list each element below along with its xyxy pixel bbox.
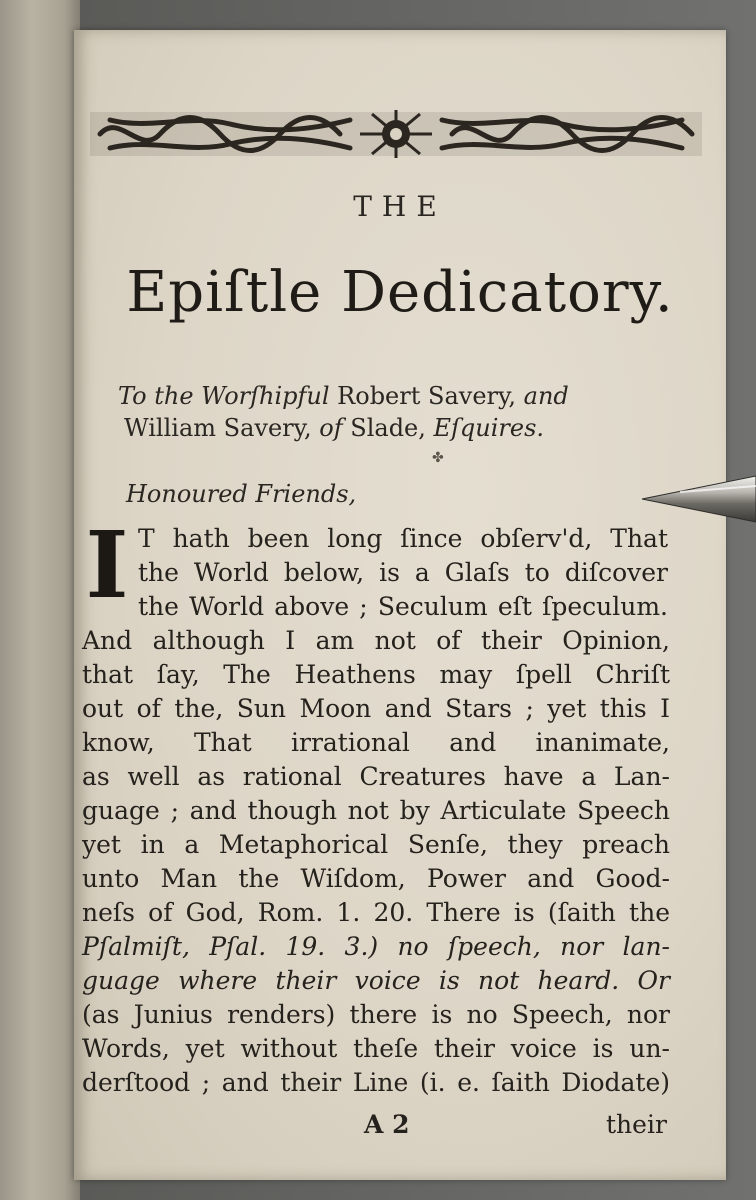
body-line: Words, yet without theſe their voice is un- bbox=[82, 1034, 670, 1063]
body-line: the World above ; Seculum eſt ſpeculum. bbox=[138, 592, 668, 621]
ornamental-headpiece bbox=[90, 108, 702, 160]
body-line: neſs of God, Rom. 1. 20. There is (ſaith the bbox=[82, 898, 670, 927]
dedication-worshipful: Worſhipful bbox=[201, 382, 330, 410]
body-line: out of the, Sun Moon and Stars ; yet this I bbox=[82, 694, 670, 723]
body-line: And although I am not of their Opinion, bbox=[82, 626, 670, 655]
dedicatee-william: William Savery, bbox=[124, 414, 312, 442]
body-line: know, That irrational and inanimate, bbox=[82, 728, 670, 757]
salutation: Honoured Friends, bbox=[126, 480, 357, 508]
dedicatee-robert: Robert Savery, bbox=[337, 382, 516, 410]
catchword: their bbox=[606, 1110, 667, 1139]
body-line: (as Junius renders) there is no Speech, nor bbox=[82, 1000, 670, 1029]
body-line: as well as rational Creatures have a Lan- bbox=[82, 762, 670, 791]
signature-mark: A 2 bbox=[364, 1110, 410, 1139]
dedication-line-1 bbox=[118, 382, 710, 410]
dedication-place: Slade, bbox=[350, 414, 426, 442]
fleuron-icon: ✤ bbox=[432, 450, 444, 466]
body-line: T hath been long ſince obſerv'd, That bbox=[138, 524, 668, 553]
dedication-esquires: Eſquires. bbox=[433, 414, 545, 442]
heading-the: THE bbox=[353, 190, 447, 223]
dedication-and: and bbox=[523, 382, 569, 410]
drop-cap: I bbox=[85, 524, 129, 606]
body-line: the World below, is a Glaſs to diſcover bbox=[138, 558, 668, 587]
body-line: derſtood ; and their Line (i. e. ſaith Diodate) bbox=[82, 1068, 670, 1097]
body-line: guage ; and though not by Articulate Speech bbox=[82, 796, 670, 825]
dedication-to: To the bbox=[118, 382, 194, 410]
pointer-pen-icon bbox=[640, 470, 756, 528]
facing-page-edge bbox=[0, 0, 80, 1200]
book-page bbox=[74, 30, 726, 1180]
body-line: Pſalmiſt, Pſal. 19. 3.) no ſpeech, nor lan- bbox=[82, 932, 670, 961]
dedication-line-2 bbox=[124, 414, 716, 442]
body-line: guage where their voice is not heard. Or bbox=[82, 966, 670, 995]
body-line: yet in a Metaphorical Senſe, they preach bbox=[82, 830, 670, 859]
page-title: Epiſtle Dedicatory. bbox=[126, 260, 674, 325]
dedication-of: of bbox=[319, 414, 343, 442]
body-line: that ſay, The Heathens may ſpell Chriſt bbox=[82, 660, 670, 689]
body-line: unto Man the Wiſdom, Power and Good- bbox=[82, 864, 670, 893]
